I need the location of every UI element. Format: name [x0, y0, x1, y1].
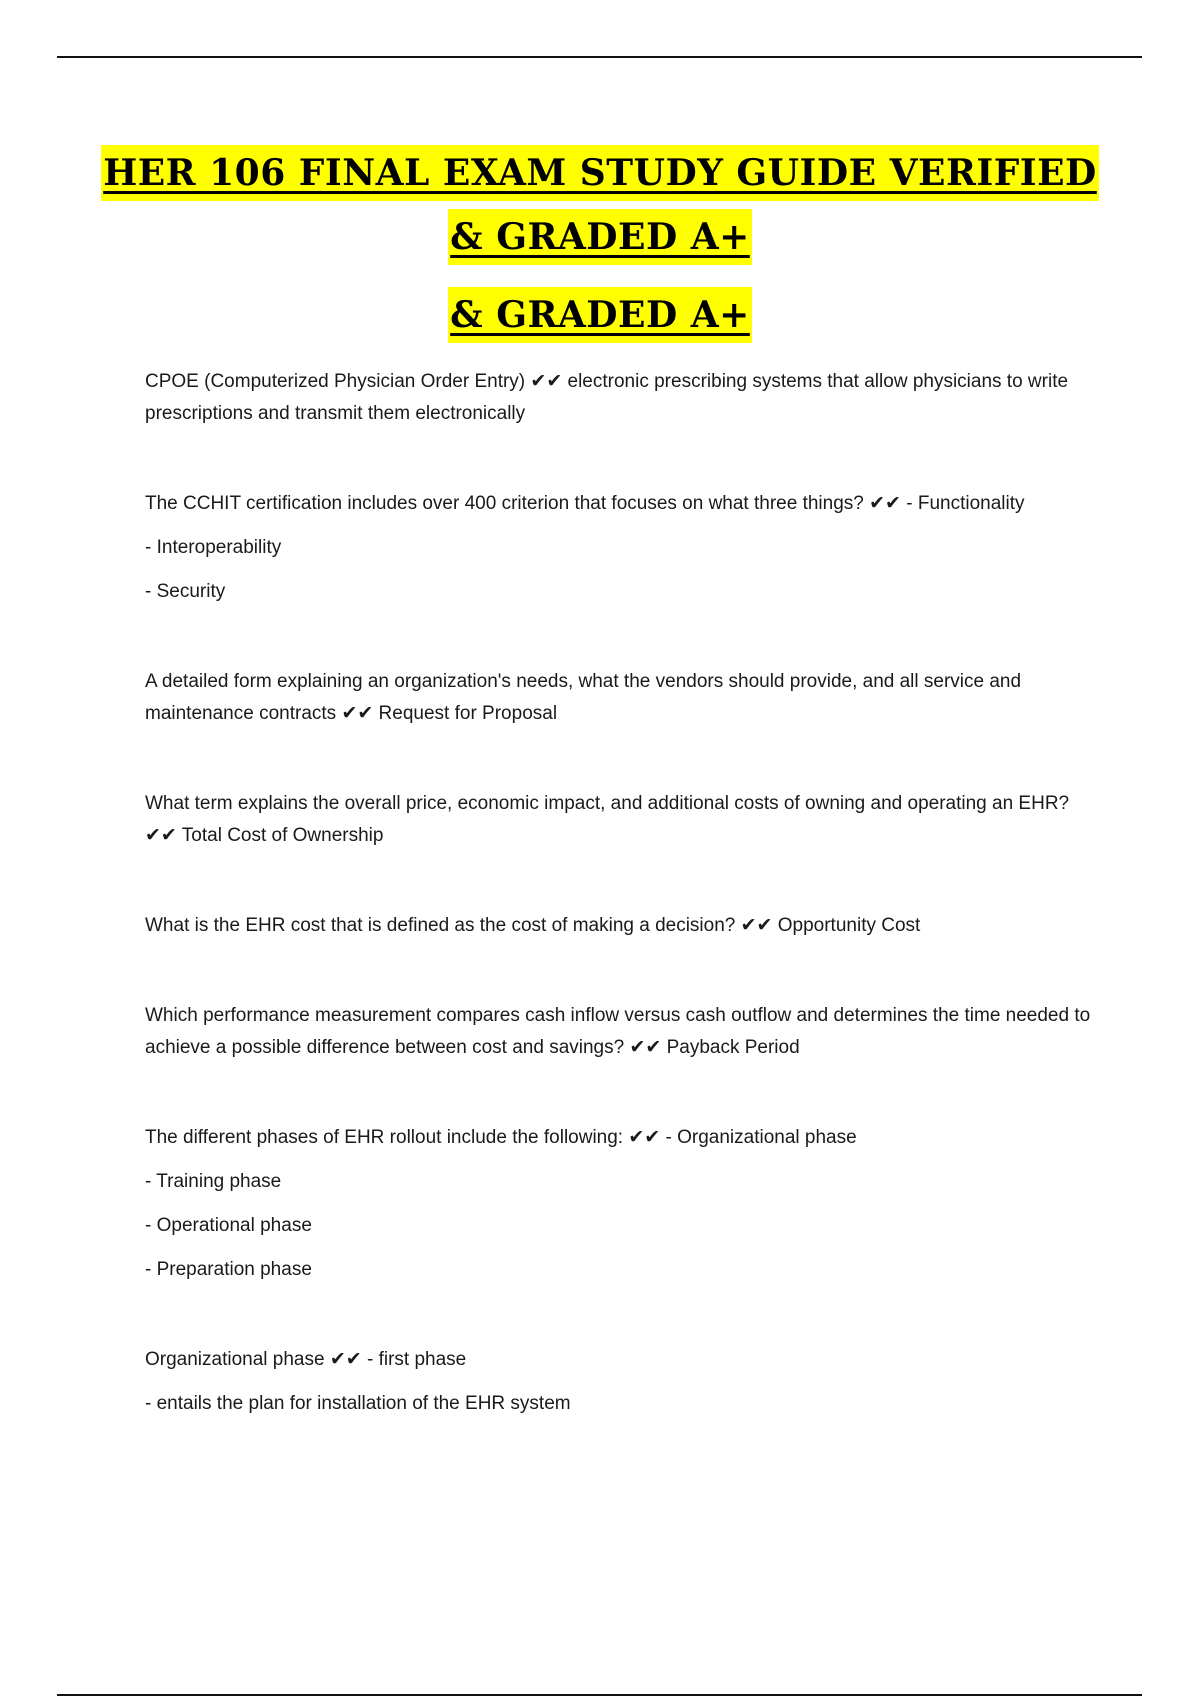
qa-item-payback-period [145, 1000, 1105, 1064]
qa-text: A detailed form explaining an organization's needs, what the vendors should provide, and all service and maintenance contracts ✔✔ Request for Proposal [145, 671, 1022, 724]
qa-subpoint: - Preparation phase [145, 1259, 312, 1280]
qa-text: What is the EHR cost that is defined as the cost of making a decision? ✔✔ Opportunity Cost [145, 915, 921, 936]
qa-item-opportunity-cost [145, 910, 1105, 942]
qa-item-cpoe [145, 366, 1105, 430]
document-title [60, 145, 1140, 351]
title-line-2: & GRADED A+ [448, 209, 752, 265]
qa-text: What term explains the overall price, economic impact, and additional costs of owning and operating an EHR? ✔✔ Total Cost of Ownership [145, 793, 1070, 846]
header-rule [57, 56, 1142, 58]
title-line-3: & GRADED A+ [448, 287, 752, 343]
qa-item-rollout-phases [145, 1122, 1105, 1286]
qa-subpoint: - Training phase [145, 1171, 282, 1192]
qa-text: CPOE (Computerized Physician Order Entry) ✔✔ electronic prescribing systems that allow physicians to write prescriptions and transmit them electronically [145, 371, 1069, 424]
title-line-1: HER 106 FINAL EXAM STUDY GUIDE VERIFIED [101, 145, 1099, 201]
qa-item-organizational-phase [145, 1344, 1105, 1420]
qa-text: The CCHIT certification includes over 400 criterion that focuses on what three things? ✔✔ - Functionality [145, 493, 1025, 514]
qa-item-cchit [145, 488, 1105, 608]
qa-text: Organizational phase ✔✔ - first phase [145, 1349, 467, 1370]
qa-item-rfp [145, 666, 1105, 730]
qa-item-tco [145, 788, 1105, 852]
qa-text: The different phases of EHR rollout include the following: ✔✔ - Organizational phase [145, 1127, 857, 1148]
qa-text: Which performance measurement compares cash inflow versus cash outflow and determines the time needed to achieve a possible difference between cost and savings? ✔✔ Payback Period [145, 1005, 1091, 1058]
qa-list [145, 366, 1105, 1478]
qa-subpoint: - Operational phase [145, 1215, 312, 1236]
qa-subpoint: - Security [145, 581, 226, 602]
qa-subpoint: - Interoperability [145, 537, 282, 558]
footer-rule [57, 1694, 1142, 1696]
qa-subpoint: - entails the plan for installation of the EHR system [145, 1393, 571, 1414]
